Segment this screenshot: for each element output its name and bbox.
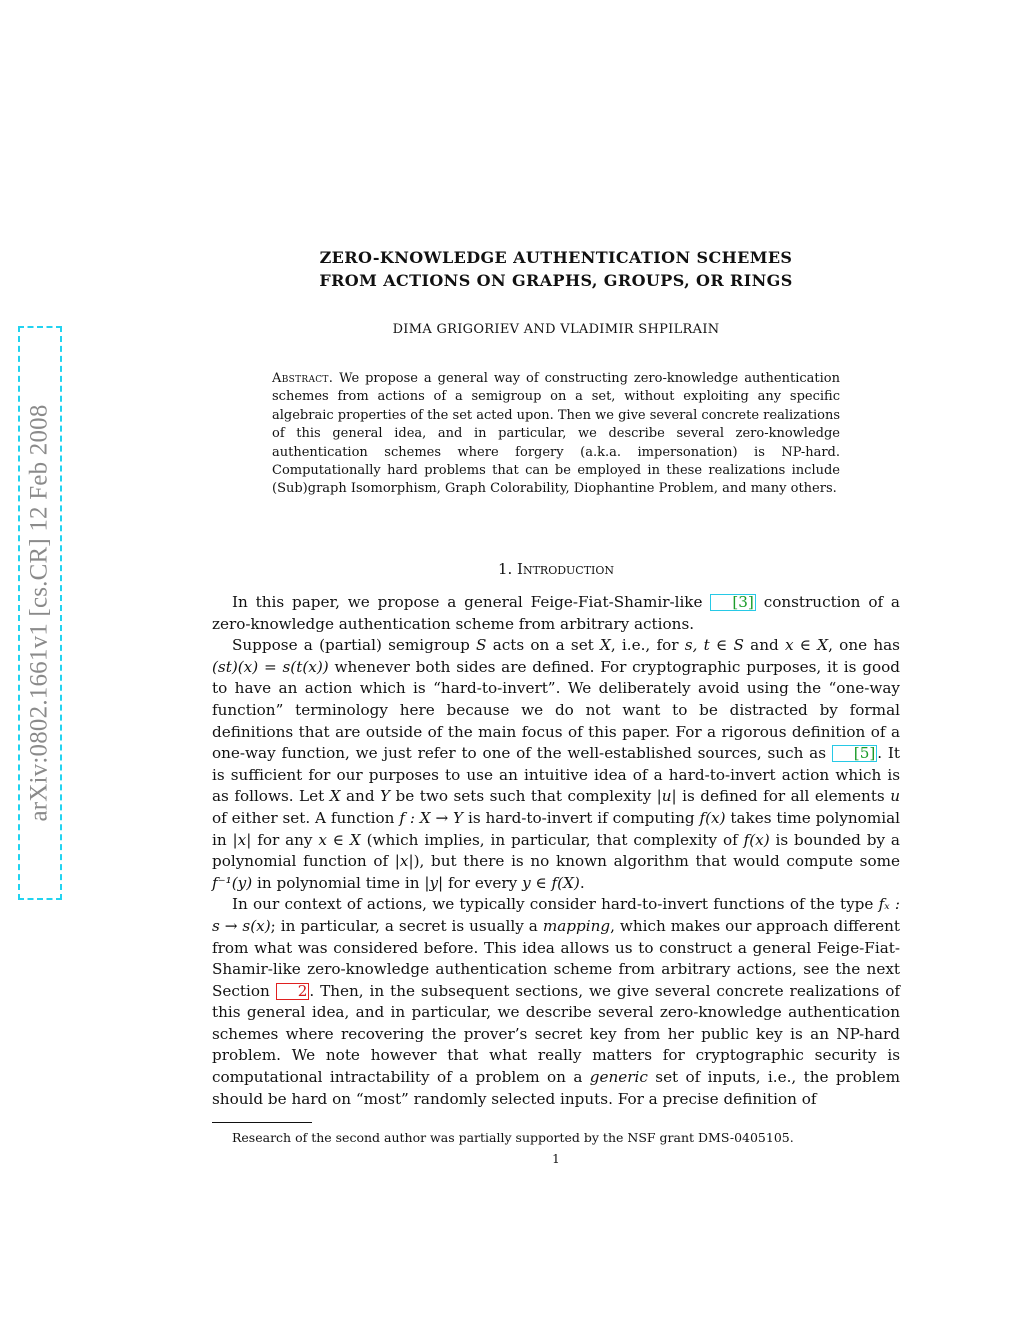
text-run: takes time polynomial in <box>212 808 901 849</box>
text-run: is hard-to-invert if computing <box>463 808 700 827</box>
math: |y| <box>424 873 444 892</box>
citation-link-3[interactable]: [3] <box>710 594 756 611</box>
text-run: construction of a zero-knowledge authentication scheme from arbitrary actions. <box>212 593 900 633</box>
text-run: , one has <box>828 636 900 655</box>
authors: DIMA GRIGORIEV AND VLADIMIR SHPILRAIN <box>392 322 720 337</box>
emphasis: mapping <box>542 916 611 935</box>
arxiv-stamp-text: arXiv:0802.1661v1 [cs.CR] 12 Feb 2008 <box>26 404 53 822</box>
math: S <box>476 636 487 655</box>
title-line-2: FROM ACTIONS ON GRAPHS, GROUPS, OR RINGS <box>319 271 793 290</box>
math: f⁻¹(y) <box>212 873 253 892</box>
math: u <box>890 787 900 806</box>
page-number: 1 <box>552 1152 560 1166</box>
math: y ∈ f(X) <box>522 873 580 892</box>
abstract-text: We propose a general way of constructing zero-knowledge authentication schemes from actions of a semigroup on a set, without exploiting any specific algebraic properties of the set acted upon. Then we give several concrete realizations of this general idea, and in particular, we describe several zero-knowledge authentication schemes where forgery (a.k.a. impersonation) is NP-hard. Computationally hard problems that can be employed in these realizations include (Sub)graph Isomorphism, Graph Colorability, Diophantine Problem, and many others. <box>272 371 840 497</box>
arxiv-stamp <box>18 326 62 900</box>
text-run: In this paper, we propose a general Feige-Fiat-Shamir-like <box>232 593 711 611</box>
section-title: Introduction <box>517 560 615 578</box>
text-run: . <box>579 873 585 892</box>
section-heading <box>212 560 900 578</box>
math: s, t ∈ S <box>684 636 744 655</box>
text-run: . It is sufficient for our purposes to use an intuitive idea of a hard-to-invert action which is as follows. Let <box>212 744 901 806</box>
text-run: in polynomial time in <box>252 873 425 892</box>
text-run: , i.e., for <box>610 636 685 655</box>
math: x ∈ X <box>784 636 829 655</box>
math: fₓ : s → s(x) <box>212 895 900 935</box>
text-run: and <box>743 636 785 655</box>
math: |x| <box>394 852 414 871</box>
emphasis: generic <box>589 1068 648 1087</box>
text-run: Suppose a (partial) semigroup <box>232 636 477 655</box>
text-run: set of inputs, i.e., the problem should be hard on “most” randomly selected inputs. For a precise definition of <box>212 1068 900 1108</box>
text-run: whenever both sides are defined. For cryptographic purposes, it is good to have an action which is “hard-to-invert”. We deliberately avoid using the “one-way function” terminology here because we do not want to be distracted by formal definitions that are outside of the main focus of this paper. For a rigorous definition of a one-way function, we just refer to one of the well-established sources, such as <box>212 657 900 763</box>
text-run: acts on a set <box>486 636 601 655</box>
text-run: is defined for all elements <box>676 787 891 806</box>
text-run: of either set. A function <box>212 808 400 827</box>
section-reference-link-2[interactable]: 2 <box>276 983 310 1000</box>
text-run: and <box>340 787 381 806</box>
text-run: be two sets such that complexity <box>390 787 657 806</box>
text-run: ; in particular, a secret is usually a <box>270 916 543 935</box>
text-run: is bounded by a polynomial function of <box>212 830 900 871</box>
footnote-rule <box>212 1122 312 1123</box>
section-number: 1. <box>497 560 513 578</box>
footnote: Research of the second author was partially supported by the NSF grant DMS-0405105. <box>232 1130 794 1145</box>
text-run: In our context of actions, we typically consider hard-to-invert functions of the type <box>232 895 879 914</box>
math: f(x) <box>743 830 770 849</box>
text-run: for every <box>443 873 523 892</box>
math: (st)(x) = s(t(x)) <box>212 657 329 676</box>
math: |u| <box>656 787 677 806</box>
math: |x| <box>232 830 252 849</box>
citation-link-5[interactable]: [5] <box>832 745 878 762</box>
paragraph-3 <box>212 894 900 1110</box>
math: X <box>600 636 611 655</box>
text-run: , which makes our approach different from what was considered before. This idea allows us to construct a general Feige-Fiat-Shamir-like zero-knowledge authentication scheme from arbitrary actions, see the next Section <box>212 916 900 1000</box>
title-line-1: ZERO-KNOWLEDGE AUTHENTICATION SCHEMES <box>319 248 793 267</box>
text-run: . Then, in the subsequent sections, we give several concrete realizations of this general idea, and in particular, we describe several zero-knowledge authentication schemes where recovering the prover’s secret key from her public key is an NP-hard problem. We note however that what really matters for cryptographic security is computational intractability of a problem on a <box>212 981 900 1087</box>
paper-title <box>212 246 900 292</box>
math: X <box>329 787 341 806</box>
text-run: ), but there is no known algorithm that would compute some <box>413 852 900 871</box>
math: f : X → Y <box>399 808 464 827</box>
abstract <box>272 370 840 499</box>
paragraph-1 <box>212 592 900 635</box>
math: f(x) <box>699 808 726 827</box>
text-run: (which implies, in particular, that complexity of <box>360 830 744 849</box>
body-text <box>212 592 900 1110</box>
abstract-label: Abstract. <box>272 371 334 386</box>
text-run: for any <box>251 830 319 849</box>
math: Y <box>380 787 391 806</box>
paragraph-2 <box>212 635 900 894</box>
math: x ∈ X <box>318 830 361 849</box>
